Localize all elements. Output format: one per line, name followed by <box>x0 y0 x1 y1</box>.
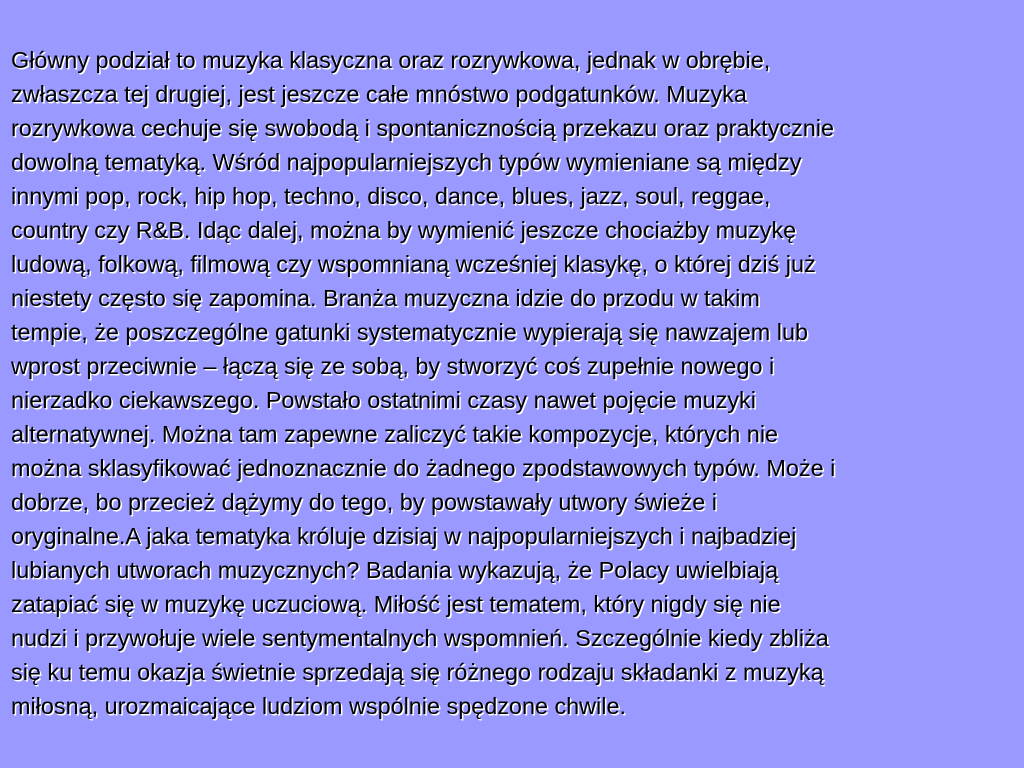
text-line: country czy R&B. Idąc dalej, można by wymienić jeszcze chociażby muzykę <box>11 217 797 243</box>
text-line: ludową, folkową, filmową czy wspomnianą wcześniej klasykę, o której dziś już <box>11 251 816 277</box>
text-line: zwłaszcza tej drugiej, jest jeszcze całe mnóstwo podgatunków. Muzyka <box>11 81 747 107</box>
text-line: miłosną, urozmaicające ludziom wspólnie spędzone chwile. <box>11 693 626 719</box>
text-line: dowolną tematyką. Wśród najpopularniejszych typów wymieniane są między <box>11 149 802 175</box>
text-line: zatapiać się w muzykę uczuciową. Miłość jest tematem, który nigdy się nie <box>11 591 781 617</box>
text-line: wprost przeciwnie – łączą się ze sobą, by stworzyć coś zupełnie nowego i <box>11 353 775 379</box>
text-line: niestety często się zapomina. Branża muzyczna idzie do przodu w takim <box>11 285 760 311</box>
slide-body-text <box>11 43 1021 723</box>
text-line: nierzadko ciekawszego. Powstało ostatnimi czasy nawet pojęcie muzyki <box>11 387 756 413</box>
text-line: się ku temu okazja świetnie sprzedają się różnego rodzaju składanki z muzyką <box>11 659 824 685</box>
text-line: innymi pop, rock, hip hop, techno, disco, dance, blues, jazz, soul, reggae, <box>11 183 771 209</box>
text-line: rozrywkowa cechuje się swobodą i spontanicznością przekazu oraz praktycznie <box>11 115 834 141</box>
text-line: dobrze, bo przecież dążymy do tego, by powstawały utwory świeże i <box>11 489 717 515</box>
text-line: alternatywnej. Można tam zapewne zaliczyć takie kompozycje, których nie <box>11 421 779 447</box>
text-line: oryginalne.A jaka tematyka króluje dzisiaj w najpopularniejszych i najbadziej <box>11 523 797 549</box>
text-line: lubianych utworach muzycznych? Badania wykazują, że Polacy uwielbiają <box>11 557 779 583</box>
text-line: Główny podział to muzyka klasyczna oraz rozrywkowa, jednak w obrębie, <box>11 47 771 73</box>
text-line: nudzi i przywołuje wiele sentymentalnych wspomnień. Szczególnie kiedy zbliża <box>11 625 829 651</box>
text-line: tempie, że poszczególne gatunki systematycznie wypierają się nawzajem lub <box>11 319 808 345</box>
text-line: można sklasyfikować jednoznacznie do żadnego zpodstawowych typów. Może i <box>11 455 836 481</box>
